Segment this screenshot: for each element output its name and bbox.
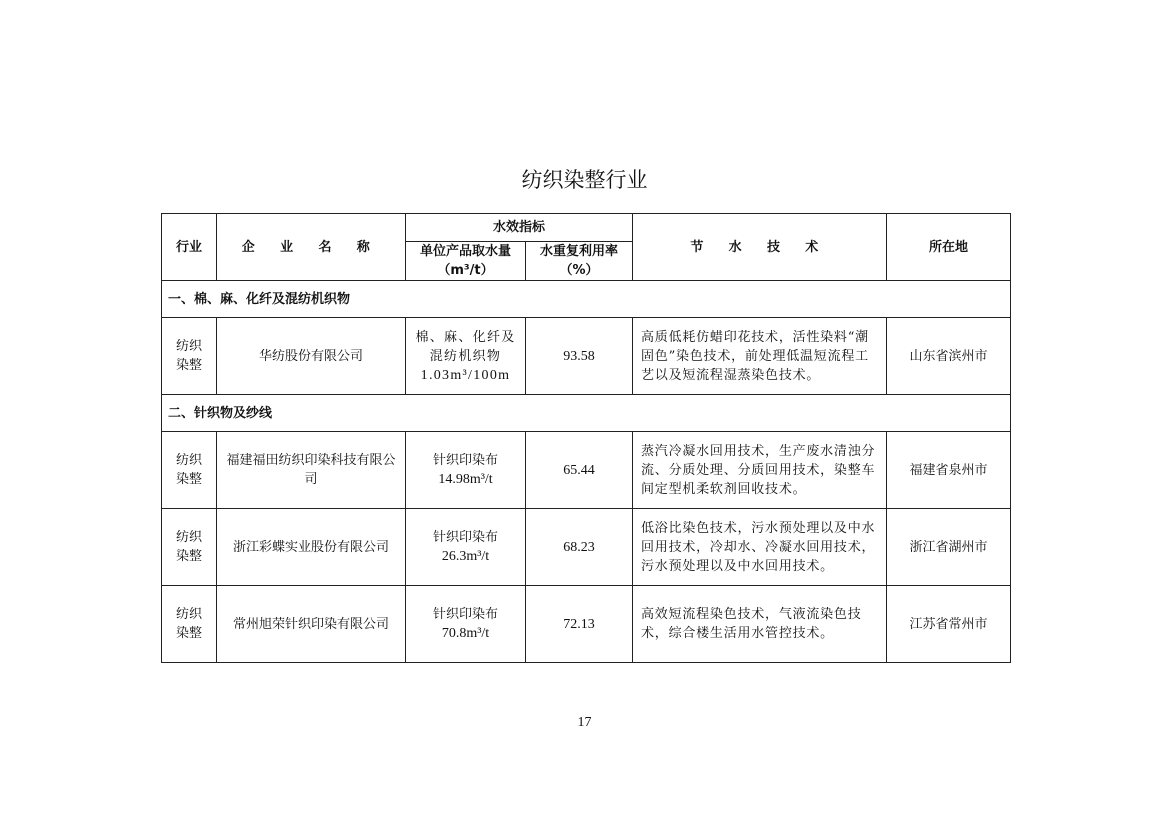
product-name: 针织印染布 bbox=[432, 453, 498, 468]
intake-value: 14.98m³/t bbox=[438, 472, 493, 487]
technology-cell: 高效短流程染色技术，气液流染色技术，综合楼生活用水管控技术。 bbox=[633, 586, 887, 663]
company-cell: 浙江彩蝶实业股份有限公司 bbox=[217, 509, 406, 586]
location-cell: 福建省泉州市 bbox=[887, 432, 1011, 509]
intake-value: 26.3m³/t bbox=[441, 549, 490, 564]
industry-line: 染整 bbox=[175, 626, 202, 641]
reuse-rate-cell: 65.44 bbox=[526, 432, 633, 509]
intake-cell bbox=[406, 432, 526, 509]
table-row bbox=[162, 586, 1011, 663]
reuse-rate-cell: 93.58 bbox=[526, 318, 633, 395]
header-reuse-rate-label: 水重复利用率 bbox=[540, 244, 619, 259]
technology-cell: 高质低耗仿蜡印花技术，活性染料“潮固色”染色技术，前处理低温短流程工艺以及短流程湿蒸染色技术。 bbox=[633, 318, 887, 395]
industry-line: 纺织 bbox=[175, 530, 202, 545]
technology-cell: 低浴比染色技术，污水预处理以及中水回用技术，冷却水、冷凝水回用技术，污水预处理以及中水回用技术。 bbox=[633, 509, 887, 586]
header-unit-intake bbox=[406, 242, 526, 281]
intake-cell bbox=[406, 509, 526, 586]
technology-cell: 蒸汽冷凝水回用技术，生产废水清浊分流、分质处理、分质回用技术，染整车间定型机柔软剂回收技术。 bbox=[633, 432, 887, 509]
industry-cell bbox=[162, 432, 217, 509]
intake-value: 1.03m³/100m bbox=[420, 367, 511, 383]
table-row bbox=[162, 509, 1011, 586]
company-cell: 福建福田纺织印染科技有限公司 bbox=[217, 432, 406, 509]
header-water-index: 水效指标 bbox=[406, 214, 633, 242]
industry-cell bbox=[162, 586, 217, 663]
section-heading: 一、棉、麻、化纤及混纺机织物 bbox=[162, 281, 1011, 318]
product-name: 针织印染布 bbox=[432, 607, 498, 622]
location-cell: 浙江省湖州市 bbox=[887, 509, 1011, 586]
product-name: 棉、麻、化纤及混纺机织物 bbox=[415, 329, 516, 364]
header-industry: 行业 bbox=[162, 214, 217, 281]
company-cell: 常州旭荣针织印染有限公司 bbox=[217, 586, 406, 663]
header-location: 所在地 bbox=[887, 214, 1011, 281]
industry-line: 纺织 bbox=[175, 339, 202, 354]
industry-line: 染整 bbox=[175, 549, 202, 564]
reuse-rate-cell: 68.23 bbox=[526, 509, 633, 586]
section-heading: 二、针织物及纱线 bbox=[162, 395, 1011, 432]
reuse-rate-cell: 72.13 bbox=[526, 586, 633, 663]
location-cell: 山东省滨州市 bbox=[887, 318, 1011, 395]
page-number: 17 bbox=[577, 715, 592, 730]
header-reuse-rate-unit: （%） bbox=[559, 263, 599, 278]
water-efficiency-table bbox=[161, 213, 1011, 663]
header-reuse-rate bbox=[526, 242, 633, 281]
industry-line: 染整 bbox=[175, 472, 202, 487]
intake-cell bbox=[406, 586, 526, 663]
header-company: 企 业 名 称 bbox=[217, 214, 406, 281]
intake-cell bbox=[406, 318, 526, 395]
page-title: 纺织染整行业 bbox=[521, 168, 648, 192]
product-name: 针织印染布 bbox=[432, 530, 498, 545]
industry-line: 纺织 bbox=[175, 453, 202, 468]
industry-cell bbox=[162, 509, 217, 586]
industry-line: 染整 bbox=[175, 358, 202, 373]
industry-line: 纺织 bbox=[175, 607, 202, 622]
company-cell: 华纺股份有限公司 bbox=[217, 318, 406, 395]
header-unit-intake-label: 单位产品取水量 bbox=[419, 244, 511, 259]
header-technology: 节 水 技 术 bbox=[633, 214, 887, 281]
industry-cell bbox=[162, 318, 217, 395]
location-cell: 江苏省常州市 bbox=[887, 586, 1011, 663]
table-row bbox=[162, 432, 1011, 509]
intake-value: 70.8m³/t bbox=[441, 626, 490, 641]
header-unit-intake-unit: （m³/t） bbox=[437, 263, 494, 278]
table-row bbox=[162, 318, 1011, 395]
